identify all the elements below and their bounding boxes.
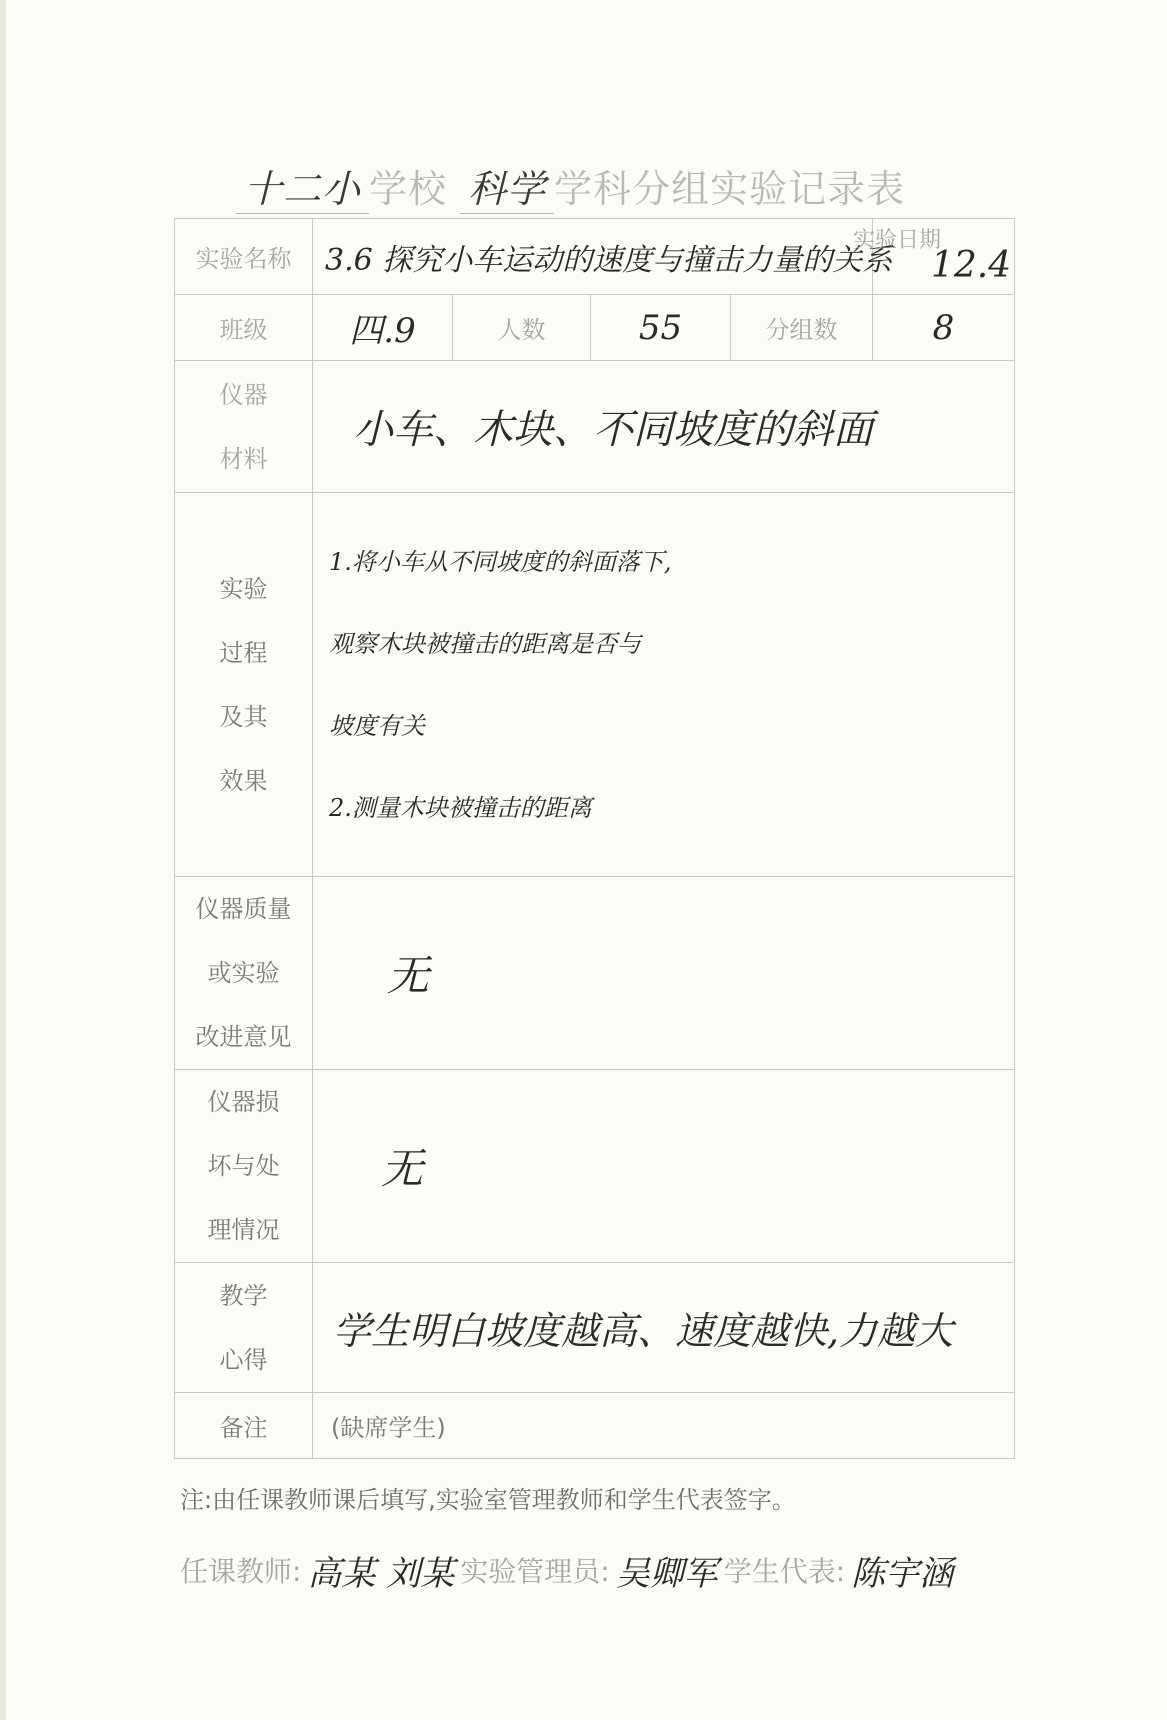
process-line: 2.测量木块被撞击的距离	[329, 793, 592, 822]
student-label: 学生代表:	[723, 1555, 846, 1588]
process-label-line: 实验	[219, 574, 268, 603]
materials-value: 小车、木块、不同坡度的斜面	[313, 361, 1015, 493]
row-reflection	[175, 1263, 1015, 1393]
row-class-info	[175, 295, 1015, 361]
reflection-label-cell	[175, 1263, 313, 1393]
signature-row	[180, 1540, 959, 1600]
row-damage	[175, 1070, 1015, 1263]
exp-name-label: 实验名称	[175, 219, 313, 295]
materials-label-cell	[175, 361, 313, 493]
process-label-line: 效果	[219, 766, 268, 795]
subject-name: 科学	[460, 158, 554, 214]
class-label: 班级	[175, 295, 313, 361]
quality-label-line: 仪器质量	[195, 895, 292, 923]
manager-label: 实验管理员:	[460, 1555, 610, 1588]
title-suffix: 学科分组实验记录表	[554, 167, 906, 211]
footer-note: 注:由任课教师课后填写,实验室管理教师和学生代表签字。	[180, 1486, 796, 1514]
process-label-cell	[175, 493, 313, 877]
process-value	[313, 493, 1015, 877]
school-label: 学校	[369, 167, 448, 211]
class-value: 四.9	[313, 295, 453, 361]
quality-label-line: 或实验	[207, 959, 280, 987]
materials-label-2: 材料	[219, 444, 268, 473]
row-remarks	[175, 1393, 1015, 1459]
teacher-signature: 高某 刘某	[307, 1553, 455, 1594]
reflection-label-line: 心得	[219, 1345, 268, 1374]
teacher-label: 任课教师:	[180, 1555, 302, 1588]
reflection-label-line: 教学	[219, 1281, 268, 1310]
exp-date-value: 12.4	[931, 245, 1012, 286]
record-table	[174, 218, 1015, 1459]
process-line: 1.将小车从不同坡度的斜面落下,	[329, 547, 672, 576]
people-label: 人数	[453, 295, 591, 361]
student-signature: 陈宇涵	[851, 1553, 954, 1594]
remarks-label: 备注	[175, 1393, 313, 1459]
process-line: 坡度有关	[329, 711, 425, 740]
row-materials	[175, 361, 1015, 493]
row-quality	[175, 877, 1015, 1070]
damage-label-line: 理情况	[207, 1216, 280, 1244]
materials-label-1: 仪器	[219, 380, 268, 409]
damage-label-line: 仪器损	[207, 1088, 280, 1116]
exp-name-value: 3.6 探究小车运动的速度与撞击力量的关系	[313, 219, 873, 295]
row-experiment-name	[175, 219, 1015, 295]
quality-label-cell	[175, 877, 313, 1070]
groups-value: 8	[873, 295, 1015, 361]
process-line: 观察木块被撞击的距离是否与	[329, 629, 641, 658]
form-title	[236, 158, 905, 214]
reflection-value: 学生明白坡度越高、速度越快,力越大	[313, 1263, 1015, 1393]
manager-signature: 吴卿军	[615, 1553, 718, 1594]
process-label-line: 及其	[219, 702, 268, 731]
damage-value: 无	[313, 1070, 1015, 1263]
remarks-value: (缺席学生)	[313, 1393, 1015, 1459]
groups-label: 分组数	[731, 295, 873, 361]
row-process	[175, 493, 1015, 877]
process-label-line: 过程	[219, 638, 268, 667]
exp-date-label: 实验日期	[853, 228, 942, 253]
quality-value: 无	[313, 877, 1015, 1070]
school-name: 十二小	[236, 158, 369, 214]
exp-date-cell	[853, 219, 1015, 295]
damage-label-cell	[175, 1070, 313, 1263]
damage-label-line: 坏与处	[207, 1152, 280, 1180]
quality-label-line: 改进意见	[195, 1023, 292, 1051]
people-value: 55	[591, 295, 731, 361]
